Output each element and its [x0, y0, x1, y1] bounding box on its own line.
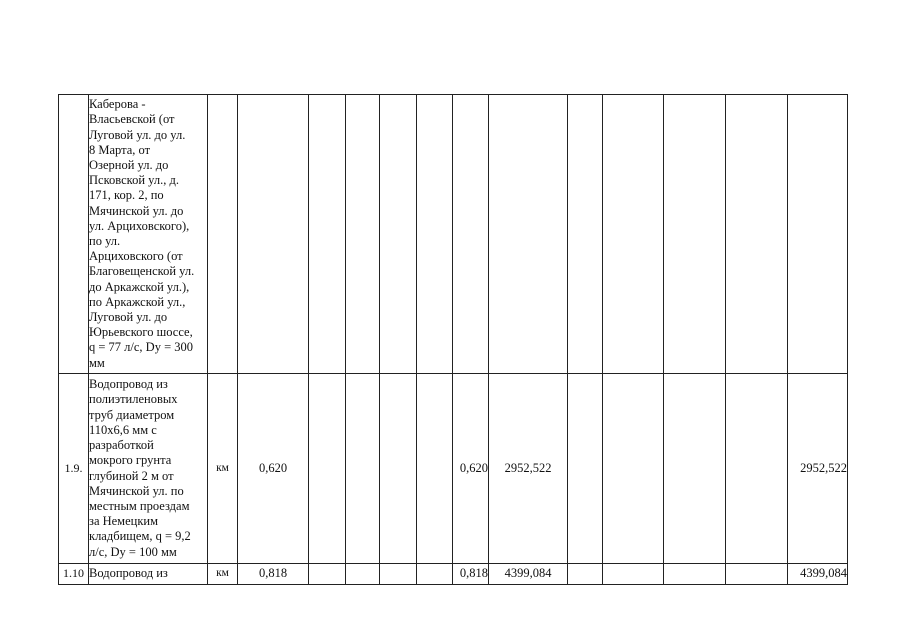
empty-cell [346, 564, 380, 585]
empty-cell [417, 95, 453, 374]
empty-cell [726, 95, 788, 374]
empty-cell [726, 564, 788, 585]
empty-cell [346, 95, 380, 374]
empty-cell [664, 95, 726, 374]
row-quantity-total: 0,818 [453, 564, 489, 585]
row-number [59, 95, 89, 374]
empty-cell [309, 564, 346, 585]
row-cost-total [788, 95, 848, 374]
row-description: Водопровод из полиэтиленовых труб диаметром 110x6,6 мм с разработкой мокрого грунта глубиной 2 м от Мячинской ул. по местным проездам за Немецким кладбищем, q = 9,2 л/с, Dy = 100 мм [89, 374, 208, 564]
empty-cell [309, 374, 346, 564]
empty-cell [603, 95, 664, 374]
empty-cell [417, 374, 453, 564]
row-quantity: 0,620 [238, 374, 309, 564]
row-number: 1.9. [59, 374, 89, 564]
empty-cell [726, 374, 788, 564]
data-table [58, 94, 848, 585]
table-row [59, 564, 848, 585]
empty-cell [309, 95, 346, 374]
row-quantity-total [453, 95, 489, 374]
empty-cell [380, 564, 417, 585]
row-cost-total: 2952,522 [788, 374, 848, 564]
empty-cell [664, 564, 726, 585]
empty-cell [664, 374, 726, 564]
row-cost [489, 95, 568, 374]
empty-cell [568, 374, 603, 564]
row-quantity [238, 95, 309, 374]
table-row [59, 95, 848, 374]
row-description: Каберова - Власьевской (от Луговой ул. до ул. 8 Марта, от Озерной ул. до Псковской ул., д. 171, кор. 2, по Мячинской ул. до ул. Арциховского), по ул. Арциховского (от Благовещенской ул. до Аркажской ул.), по Аркажской ул., Луговой ул. до Юрьевского шоссе, q = 77 л/с, Dy = 300 мм [89, 95, 208, 374]
empty-cell [417, 564, 453, 585]
row-quantity: 0,818 [238, 564, 309, 585]
row-unit: км [208, 374, 238, 564]
empty-cell [568, 564, 603, 585]
empty-cell [346, 374, 380, 564]
empty-cell [603, 374, 664, 564]
row-unit [208, 95, 238, 374]
empty-cell [603, 564, 664, 585]
row-number: 1.10 [59, 564, 89, 585]
row-description: Водопровод из [89, 564, 208, 585]
row-quantity-total: 0,620 [453, 374, 489, 564]
row-unit: км [208, 564, 238, 585]
empty-cell [380, 95, 417, 374]
row-cost: 2952,522 [489, 374, 568, 564]
empty-cell [380, 374, 417, 564]
table-row [59, 374, 848, 564]
row-cost-total: 4399,084 [788, 564, 848, 585]
empty-cell [568, 95, 603, 374]
row-cost: 4399,084 [489, 564, 568, 585]
